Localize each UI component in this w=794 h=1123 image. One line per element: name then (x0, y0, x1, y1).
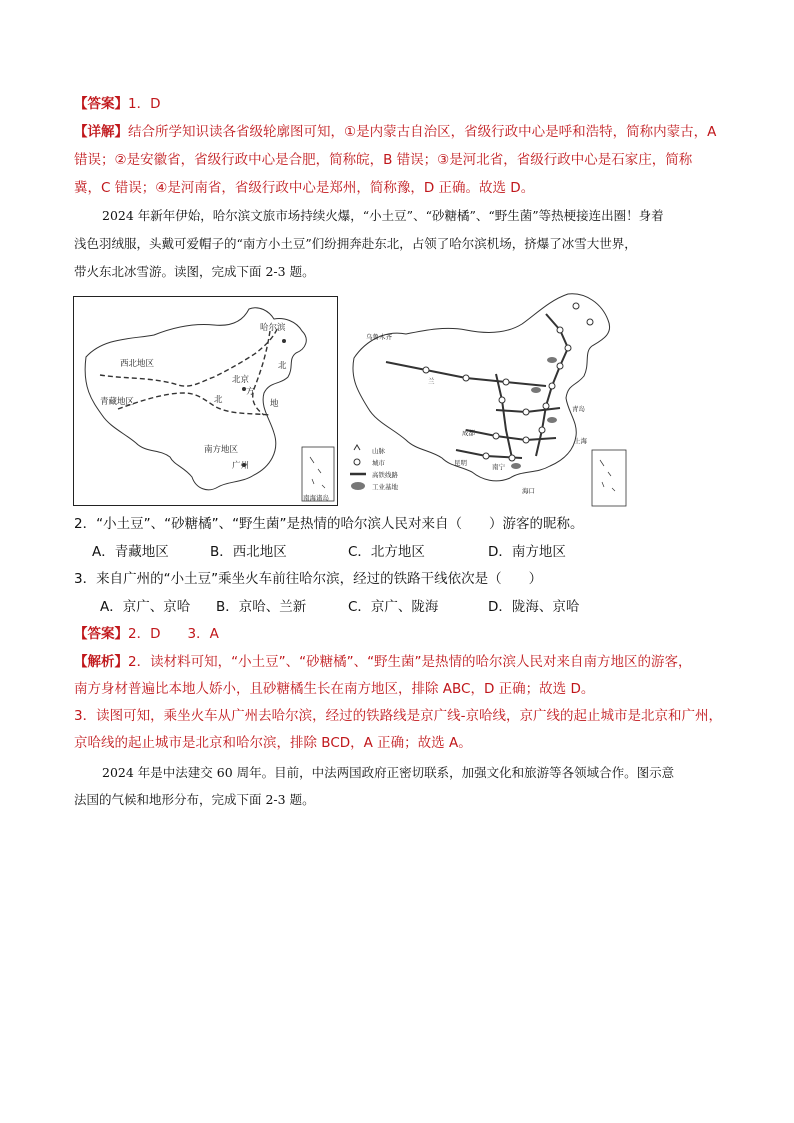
city-shanghai: 上海 (574, 437, 587, 445)
legend-industry: 工业基地 (372, 483, 398, 491)
intro-2-line-2: 法国的气候和地形分布，完成下面 2-3 题。 (74, 792, 315, 807)
label-guangzhou: 广州 (232, 461, 250, 471)
answer-1 (74, 94, 754, 114)
label-nanhai: 南海诸岛 (303, 494, 329, 502)
answer-tag-2: 【答案】 (74, 626, 128, 642)
label-beijing: 北京 (232, 375, 250, 385)
city-haikou: 海口 (522, 487, 535, 495)
question-2-stem: 2．“小土豆”、“砂糖橘”、“野生菌”是热情的哈尔滨人民对来自（ ）游客的昵称。 (74, 516, 584, 532)
label-north-3: 地 (270, 399, 279, 409)
q3-option-d: D．陇海、京哈 (488, 599, 580, 615)
city-qingdao: 青岛 (572, 405, 585, 413)
q3-option-b: B．京哈、兰新 (216, 599, 307, 615)
answer-tag: 【答案】 (74, 96, 128, 112)
intro-1-line-1: 2024 年新年伊始，哈尔滨文旅市场持续火爆，“小土豆”、“砂糖橘”、“野生菌”等热梗接连出圈！身着 (102, 208, 664, 223)
city-nanning: 南宁 (492, 463, 505, 471)
answer-text-2: 2．D 3．A (128, 626, 219, 642)
detail-line-1 (74, 122, 754, 142)
analysis-line-3: 3．读图可知，乘坐火车从广州去哈尔滨，经过的铁路线是京广线-京哈线，京广线的起止城市是北京和广州， (74, 708, 722, 724)
intro-1-line-2: 浅色羽绒服，头戴可爱帽子的“南方小土豆”们纷拥奔赴东北，占领了哈尔滨机场，挤爆了冰雪大世界， (74, 236, 637, 251)
legend-railway: 高铁线路 (372, 471, 398, 479)
city-kunming: 昆明 (454, 459, 467, 467)
city-lanzhou: 兰 (428, 377, 435, 385)
intro-1-line-3: 带火东北冰雪游。读图，完成下面 2-3 题。 (74, 264, 315, 279)
detail-line-2: 错误；②是安徽省，省级行政中心是合肥，简称皖，B 错误；③是河北省，省级行政中心是石家庄，简称 (74, 152, 693, 168)
detail-text-1: 结合所学知识读各省级轮廓图可知，①是内蒙古自治区，省级行政中心是呼和浩特，简称内蒙古，A (128, 124, 717, 140)
detail-line-3: 冀，C 错误；④是河南省，省级行政中心是郑州，简称豫，D 正确。故选 D。 (74, 180, 535, 196)
q2-option-d: D．南方地区 (488, 544, 566, 560)
city-chengdu: 成都 (462, 429, 475, 437)
q3-option-c: C．京广、陇海 (348, 599, 439, 615)
question-3-stem: 3．来自广州的“小土豆”乘坐火车前往哈尔滨，经过的铁路干线依次是（ ） (74, 571, 543, 587)
analysis-line-1 (74, 652, 754, 672)
q2-option-b: B．西北地区 (210, 544, 287, 560)
answer-2-3 (74, 624, 754, 644)
analysis-tag: 【解析】 (74, 654, 128, 670)
detail-tag: 【详解】 (74, 124, 128, 140)
label-north-area: 北 (214, 395, 223, 405)
q2-option-c: C．北方地区 (348, 544, 425, 560)
city-urumqi: 乌鲁木齐 (366, 333, 392, 341)
q3-option-a: A．京广、京哈 (100, 599, 191, 615)
legend-city: 城市 (372, 459, 385, 467)
label-harbin: 哈尔滨 (260, 323, 286, 333)
railway-map (346, 290, 636, 510)
label-north-1: 北 (278, 361, 287, 371)
regions-map (73, 296, 338, 506)
analysis-line-4: 京哈线的起止城市是北京和哈尔滨，排除 BCD，A 正确；故选 A。 (74, 735, 472, 751)
analysis-text-1: 2．读材料可知，“小土豆”、“砂糖橘”、“野生菌”是热情的哈尔滨人民对来自南方地区的游客， (128, 654, 692, 670)
label-qingzang: 青藏地区 (100, 397, 135, 407)
legend-mountain: 山脉 (372, 447, 385, 455)
intro-2-line-1: 2024 年是中法建交 60 周年。目前，中法两国政府正密切联系，加强文化和旅游等各领域合作。图示意 (102, 765, 675, 780)
answer-text: 1．D (128, 96, 161, 112)
label-south: 南方地区 (204, 445, 239, 455)
q2-option-a: A．青藏地区 (92, 544, 169, 560)
label-northwest: 西北地区 (120, 359, 155, 369)
analysis-line-2: 南方身材普遍比本地人娇小，且砂糖橘生长在南方地区，排除 ABC，D 正确；故选 D。 (74, 681, 595, 697)
label-north-2: 方 (246, 387, 255, 397)
